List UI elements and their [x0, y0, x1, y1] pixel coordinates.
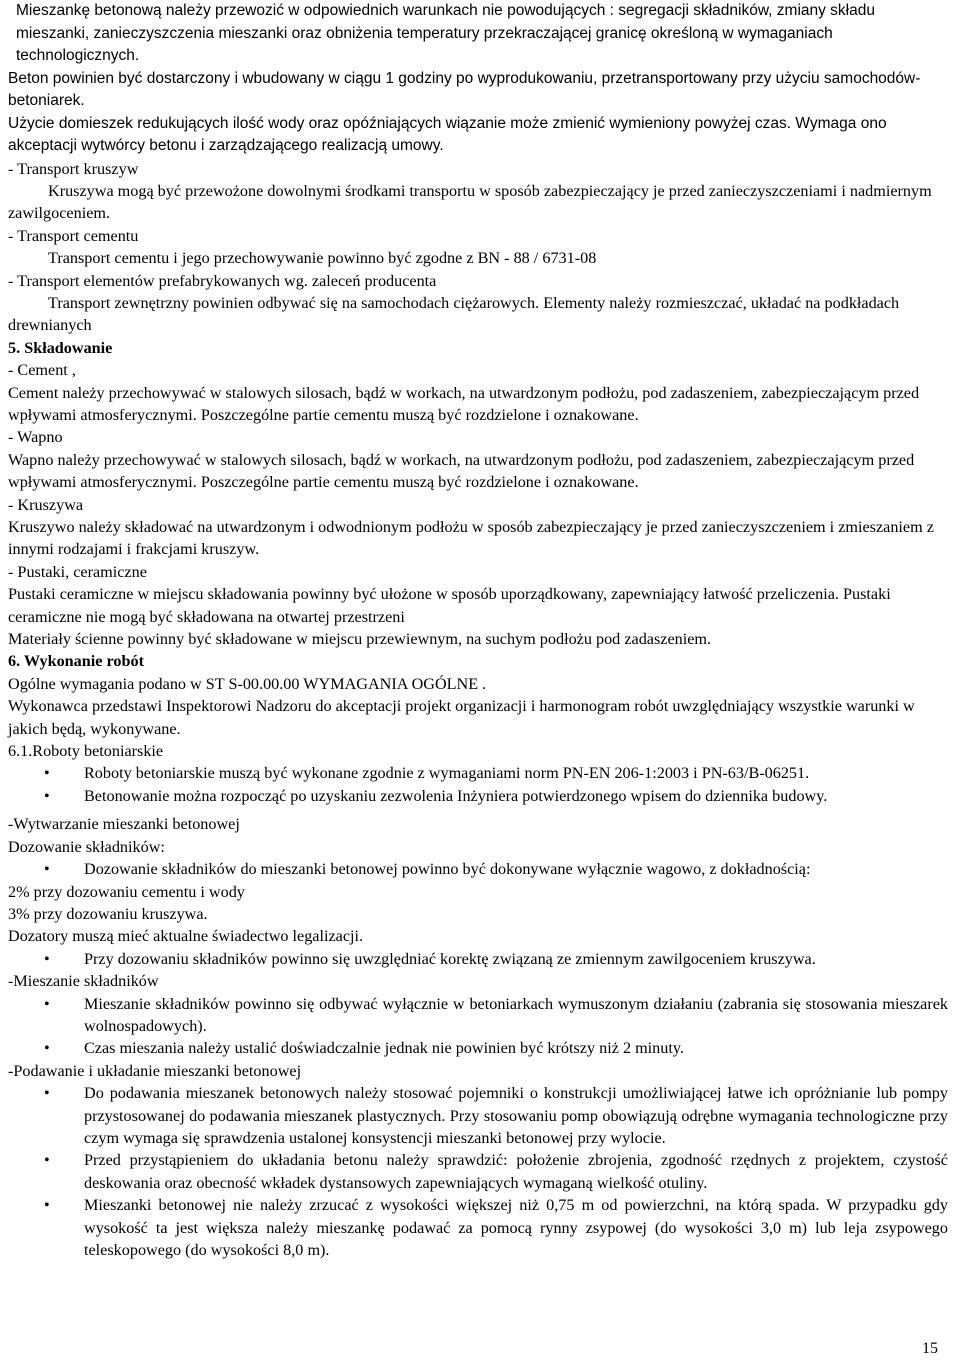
- list-item: [8, 1082, 952, 1149]
- transport-cementu-heading: - Transport cementu: [8, 226, 139, 245]
- list-item-text: Przy dozowaniu składników powinno się uwzględniać korektę związaną ze zmiennym zawilgoceniem kruszywa.: [84, 949, 816, 968]
- list-item-text: Do podawania mieszanek betonowych należy stosować pojemniki o konstrukcji umożliwiającej łatwe ich opróżnianie lub pompy przystosowanej do podawania mieszanek plastycznych. Przy stosowaniu pomp obowiązują odrębne wymagania technologiczne przy czym wymaga się sprawdzenia ustalonej konsystencji mieszanki betonowej przy wylocie.: [84, 1084, 948, 1147]
- transport-elementow-heading: - Transport elementów prefabrykowanych wg. zaleceń producenta: [8, 271, 437, 290]
- dozowanie-heading: Dozowanie składników:: [8, 837, 165, 856]
- mieszanie-heading: -Mieszanie składników: [8, 972, 159, 991]
- list-item-text: Dozowanie składników do mieszanki betonowej powinno być dokonywane wyłącznie wagowo, z dokładnością:: [84, 860, 811, 879]
- dozowanie-kruszywo: 3% przy dozowaniu kruszywa.: [8, 904, 208, 923]
- bullet-list-podawanie: [8, 1082, 952, 1261]
- list-item: [8, 948, 952, 970]
- cement-text: Cement należy przechowywać w stalowych silosach, bądź w workach, na utwardzonym podłożu, pod zadaszeniem, zabezpieczającym przed wpływami atmosferycznymi. Poszczególne partie cementu muszą być rozdzielone i oznakowane.: [8, 383, 920, 424]
- bullet-list-mieszanie: [8, 993, 952, 1060]
- list-item: [8, 762, 952, 784]
- bullet-list-dozowanie-2: [8, 948, 952, 970]
- intro-paragraph: Użycie domieszek redukujących ilość wody oraz opóźniających wiązanie może zmienić wymieniony powyżej czas. Wymaga ono akceptacji wytwórcy betonu i zarządzającego realizacją umowy.: [8, 114, 887, 154]
- bullet-icon: •: [44, 1039, 50, 1058]
- dozowanie-cement: 2% przy dozowaniu cementu i wody: [8, 882, 245, 901]
- materialy-text: Materiały ścienne powinny być składowane w miejscu przewiewnym, na suchym podłożu pod zadaszeniem.: [8, 630, 712, 649]
- wytwarzanie-heading: -Wytwarzanie mieszanki betonowej: [8, 815, 240, 834]
- pustaki-text: Pustaki ceramiczne w miejscu składowania powinny być ułożone w sposób uporządkowany, zapewniający łatwość przeliczenia. Pustaki ceramiczne nie mogą być składowana na otwartej przestrzeni: [8, 585, 891, 626]
- bullet-icon: •: [44, 1151, 50, 1170]
- general-requirements: Ogólne wymagania podano w ST S-00.00.00 WYMAGANIA OGÓLNE .: [8, 674, 487, 693]
- section-6-heading: 6. Wykonanie robót: [8, 652, 144, 671]
- intro-block: [0, 0, 960, 158]
- section-5-heading: 5. Składowanie: [8, 338, 113, 357]
- list-item: [8, 858, 952, 880]
- transport-cementu-text: Transport cementu i jego przechowywanie powinno być zgodne z BN - 88 / 6731-08: [48, 249, 597, 268]
- bullet-icon: •: [44, 1084, 50, 1103]
- list-item: [8, 785, 952, 807]
- kruszywa-heading: - Kruszywa: [8, 495, 84, 514]
- subsection-6-1-heading: 6.1.Roboty betoniarskie: [8, 742, 164, 761]
- kruszywa-text: Kruszywo należy składować na utwardzonym i odwodnionym podłożu w sposób zabezpieczający je przed zanieczyszczeniem i zmieszaniem z innymi rodzajami i frakcjami kruszyw.: [8, 518, 934, 559]
- transport-kruszyw-heading: - Transport kruszyw: [8, 159, 139, 178]
- bullet-icon: •: [44, 764, 50, 783]
- bullet-icon: •: [44, 786, 50, 805]
- list-item: [8, 1037, 952, 1059]
- transport-block: [0, 158, 960, 337]
- list-item: [8, 1149, 952, 1194]
- wapno-text: Wapno należy przechowywać w stalowych silosach, bądź w workach, na utwardzonym podłożu, pod zadaszeniem, zabezpieczającym przed wpływami atmosferycznymi. Poszczególne partie cementu muszą być rozdzielone i oznakowane.: [8, 450, 915, 492]
- list-item: [8, 1194, 952, 1261]
- dozatory-text: Dozatory muszą mieć aktualne świadectwo legalizacji.: [8, 927, 364, 946]
- intro-paragraph: Mieszankę betonową należy przewozić w odpowiednich warunkach nie powodujących : segregacji składników, zmiany składu mieszanki, zanieczyszczenia mieszanki oraz obniżenia temperatury przekraczającej granicę określoną w wymaganiach technologicznych.: [16, 2, 875, 64]
- section-6: [0, 650, 960, 1261]
- contractor-paragraph: Wykonawca przedstawi Inspektorowi Nadzoru do akceptacji projekt organizacji i harmonogram robót uwzględniający wszystkie warunki w jakich będą, wykonywane.: [8, 697, 915, 738]
- pustaki-heading: - Pustaki, ceramiczne: [8, 562, 147, 581]
- list-item-text: Mieszanie składników powinno się odbywać wyłącznie w betoniarkach wymuszonym działaniu (zabrania się stosowania mieszarek wolnospadowych).: [84, 994, 948, 1035]
- list-item-text: Betonowanie można rozpocząć po uzyskaniu zezwolenia Inżyniera potwierdzonego wpisem do dziennika budowy.: [84, 786, 828, 805]
- intro-paragraph: Beton powinien być dostarczony i wbudowany w ciągu 1 godziny po wyprodukowaniu, przetransportowany przy użyciu samochodów-betoniarek.: [8, 69, 921, 109]
- section-5: [0, 337, 960, 651]
- list-item-text: Przed przystąpieniem do układania betonu należy sprawdzić: położenie zbrojenia, zgodność rzędnych z projektem, czystość deskowania oraz obecność wkładek dystansowych zapewniających wymaganą wielkość otuliny.: [84, 1151, 948, 1192]
- wapno-heading: - Wapno: [8, 428, 63, 447]
- bullet-list-6-1: [8, 762, 952, 807]
- bullet-icon: •: [44, 1196, 50, 1215]
- bullet-icon: •: [44, 994, 50, 1013]
- bullet-list-dozowanie: [8, 858, 952, 880]
- list-item: [8, 993, 952, 1038]
- cement-heading: - Cement ,: [8, 361, 76, 380]
- list-item-text: Czas mieszania należy ustalić doświadczalnie jednak nie powinien być krótszy niż 2 minuty.: [84, 1039, 684, 1058]
- list-item-text: Roboty betoniarskie muszą być wykonane zgodnie z wymaganiami norm PN-EN 206-1:2003 i PN-63/B-06251.: [84, 764, 810, 783]
- list-item-text: Mieszanki betonowej nie należy zrzucać z wysokości większej niż 0,75 m od powierzchni, na którą spada. W przypadku gdy wysokość ta jest większa należy mieszankę podawać za pomocą rynny zsypowej (do wysokości 3,0 m) lub leja zsypowego teleskopowego (do wysokości 8,0 m).: [84, 1196, 948, 1259]
- transport-elementow-text: Transport zewnętrzny powinien odbywać się na samochodach ciężarowych. Elementy należy rozmieszczać, układać na podkładach drewnianych: [8, 293, 900, 335]
- page-number: 15: [922, 1340, 938, 1357]
- bullet-icon: •: [44, 949, 50, 968]
- bullet-icon: •: [44, 860, 50, 879]
- podawanie-heading: -Podawanie i układanie mieszanki betonowej: [8, 1061, 302, 1080]
- transport-kruszyw-text: Kruszywa mogą być przewożone dowolnymi środkami transportu w sposób zabezpieczający je przed zanieczyszczeniami i nadmiernym zawilgoceniem.: [8, 181, 932, 223]
